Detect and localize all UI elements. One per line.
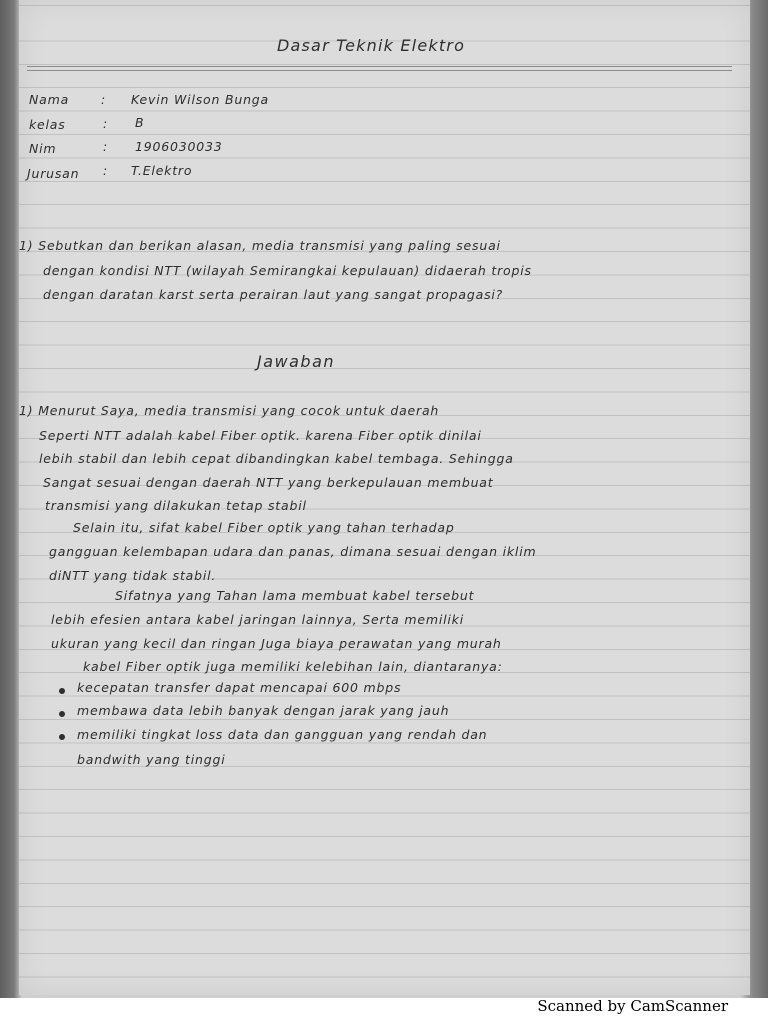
question-line-1: 1) Sebutkan dan berikan alasan, media transmisi yang paling sesuai xyxy=(19,238,501,253)
answer-line-9: Sifatnya yang Tahan lama membuat kabel tersebut xyxy=(115,588,475,603)
identity-sep-nama: : xyxy=(101,92,107,107)
bullet-dot-1 xyxy=(59,688,65,694)
question-line-3: dengan daratan karst serta perairan laut yang sangat propagasi? xyxy=(43,287,504,302)
identity-label-kelas: kelas xyxy=(29,117,66,132)
identity-sep-jurusan: : xyxy=(103,163,109,178)
bullet-item-1: kecepatan transfer dapat mencapai 600 mbps xyxy=(77,680,402,695)
identity-sep-kelas: : xyxy=(103,116,109,131)
answer-line-8: diNTT yang tidak stabil. xyxy=(49,568,217,583)
scanner-watermark: Scanned by CamScanner xyxy=(537,997,728,1015)
bullet-item-3-continuation: bandwith yang tinggi xyxy=(77,752,226,767)
bullet-item-3: memiliki tingkat loss data dan gangguan yang rendah dan xyxy=(77,727,488,742)
answer-line-3: lebih stabil dan lebih cepat dibandingkan kabel tembaga. Sehingga xyxy=(39,451,514,466)
identity-sep-nim: : xyxy=(103,139,109,154)
identity-value-kelas: B xyxy=(135,115,145,130)
answer-line-2: Seperti NTT adalah kabel Fiber optik. karena Fiber optik dinilai xyxy=(39,428,482,443)
bullet-dot-3 xyxy=(59,734,65,740)
title-rule-2 xyxy=(27,70,732,71)
answer-line-4: Sangat sesuai dengan daerah NTT yang berkepulauan membuat xyxy=(43,475,494,490)
identity-value-nim: 1906030033 xyxy=(135,139,223,154)
notebook-page xyxy=(19,0,750,995)
answer-line-12: kabel Fiber optik juga memiliki kelebihan lain, diantaranya: xyxy=(83,659,503,674)
answer-line-11: ukuran yang kecil dan ringan Juga biaya perawatan yang murah xyxy=(51,636,502,651)
page-title: Dasar Teknik Elektro xyxy=(277,36,466,55)
answer-line-1: 1) Menurut Saya, media transmisi yang cocok untuk daerah xyxy=(19,403,440,418)
question-line-2: dengan kondisi NTT (wilayah Semirangkai kepulauan) didaerah tropis xyxy=(43,263,532,278)
identity-value-jurusan: T.Elektro xyxy=(131,163,193,178)
answer-line-6: Selain itu, sifat kabel Fiber optik yang tahan terhadap xyxy=(73,520,455,535)
bullet-dot-2 xyxy=(59,711,65,717)
answer-heading: Jawaban xyxy=(257,352,336,371)
identity-label-jurusan: Jurusan xyxy=(27,166,80,181)
identity-label-nim: Nim xyxy=(29,141,57,156)
identity-value-nama: Kevin Wilson Bunga xyxy=(131,92,269,107)
identity-label-nama: Nama xyxy=(29,92,70,107)
bullet-item-2: membawa data lebih banyak dengan jarak yang jauh xyxy=(77,703,450,718)
answer-line-7: gangguan kelembapan udara dan panas, dimana sesuai dengan iklim xyxy=(49,544,537,559)
answer-line-5: transmisi yang dilakukan tetap stabil xyxy=(45,498,307,513)
title-rule xyxy=(27,66,732,67)
answer-line-10: lebih efesien antara kabel jaringan lainnya, Serta memiliki xyxy=(51,612,464,627)
